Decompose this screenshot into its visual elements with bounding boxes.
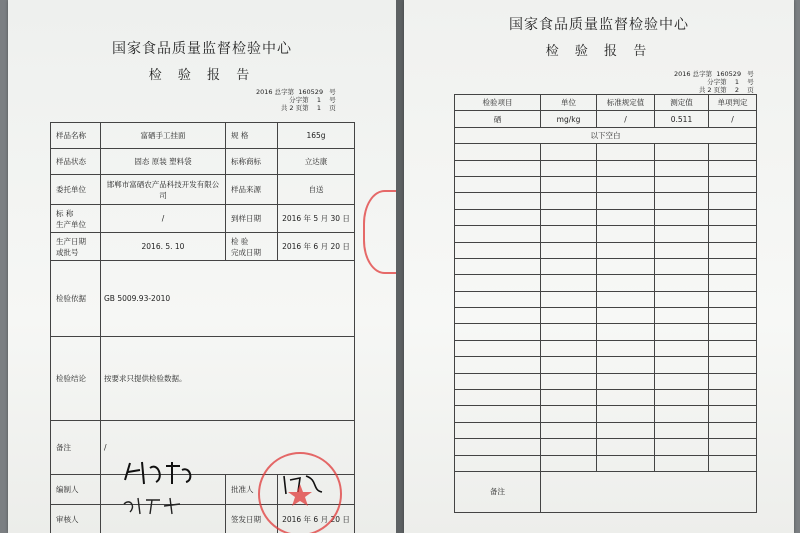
empty-cell [455, 176, 541, 192]
empty-row [455, 406, 757, 422]
standard-cell: / [597, 111, 655, 127]
empty-cell [541, 160, 597, 176]
empty-cell [655, 209, 709, 225]
empty-cell [709, 193, 757, 209]
empty-cell [709, 406, 757, 422]
basis-value: GB 5009.93-2010 [101, 261, 355, 337]
official-seal [258, 452, 342, 533]
item-cell: 硒 [455, 111, 541, 127]
center-title: 国家食品质量监督检验中心 [509, 17, 689, 33]
empty-cell [455, 373, 541, 389]
blank-note: 以下空白 [455, 127, 757, 143]
empty-cell [455, 340, 541, 356]
empty-cell [597, 373, 655, 389]
empty-cell [655, 193, 709, 209]
empty-cell [541, 258, 597, 274]
empty-cell [597, 160, 655, 176]
empty-row [455, 160, 757, 176]
empty-row [455, 439, 757, 455]
report-page-1 [8, 0, 396, 533]
report-number: 2016 总字第 160529 号 分字第 1 号 共 2 页第 2 页 [674, 70, 754, 94]
empty-cell [597, 226, 655, 242]
inspection-stamp [363, 190, 396, 274]
conclusion-value: 按要求只提供检验数据。 [101, 337, 355, 421]
source-value: 自送 [278, 175, 355, 205]
empty-cell [597, 209, 655, 225]
empty-cell [655, 275, 709, 291]
empty-cell [655, 390, 709, 406]
prod-date-value: 2016. 5. 10 [101, 233, 226, 261]
arrival-label: 到样日期 [226, 205, 278, 233]
empty-cell [655, 373, 709, 389]
empty-cell [455, 390, 541, 406]
source-label: 样品来源 [226, 175, 278, 205]
sample-name-label: 样品名称 [51, 123, 101, 149]
col-header-item: 检验项目 [455, 95, 541, 111]
reviewer-label: 审核人 [51, 505, 101, 533]
empty-cell [597, 308, 655, 324]
empty-cell [709, 340, 757, 356]
empty-cell [709, 242, 757, 258]
empty-cell [655, 144, 709, 160]
empty-cell [655, 308, 709, 324]
empty-cell [709, 422, 757, 438]
empty-cell [541, 324, 597, 340]
editor-label: 编制人 [51, 475, 101, 505]
empty-cell [709, 373, 757, 389]
arrival-value: 2016 年 5 月 30 日 [278, 205, 355, 233]
remark-label: 备注 [51, 421, 101, 475]
empty-cell [597, 258, 655, 274]
empty-cell [709, 455, 757, 471]
empty-cell [709, 226, 757, 242]
page-gap [396, 0, 404, 533]
empty-cell [597, 176, 655, 192]
empty-cell [597, 422, 655, 438]
empty-row [455, 373, 757, 389]
empty-row [455, 455, 757, 471]
empty-cell [455, 439, 541, 455]
empty-cell [709, 209, 757, 225]
client-value: 邯郸市富硒农产品科技开发有限公司 [101, 175, 226, 205]
empty-cell [541, 226, 597, 242]
empty-cell [655, 357, 709, 373]
center-title: 国家食品质量监督检验中心 [112, 41, 292, 57]
empty-cell [541, 373, 597, 389]
empty-row [455, 390, 757, 406]
empty-cell [455, 291, 541, 307]
empty-cell [709, 291, 757, 307]
report-subtitle: 检 验 报 告 [148, 68, 256, 83]
empty-cell [541, 439, 597, 455]
empty-row [455, 291, 757, 307]
empty-cell [541, 340, 597, 356]
measured-cell: 0.511 [655, 111, 709, 127]
state-label: 样品状态 [51, 149, 101, 175]
empty-cell [597, 455, 655, 471]
empty-cell [655, 291, 709, 307]
empty-cell [597, 275, 655, 291]
empty-cell [597, 324, 655, 340]
empty-row [455, 258, 757, 274]
remark-value: / [101, 421, 355, 475]
report-number: 2016 总字第 160529 号 分字第 1 号 共 2 页第 1 页 [256, 88, 336, 112]
empty-cell [541, 275, 597, 291]
col-header-measured: 测定值 [655, 95, 709, 111]
complete-label: 检 验 完成日期 [226, 233, 278, 261]
col-header-unit: 单位 [541, 95, 597, 111]
empty-cell [455, 242, 541, 258]
empty-cell [455, 209, 541, 225]
spec-label: 规 格 [226, 123, 278, 149]
empty-cell [541, 390, 597, 406]
empty-row [455, 324, 757, 340]
empty-cell [655, 258, 709, 274]
empty-cell [709, 258, 757, 274]
empty-cell [655, 406, 709, 422]
empty-cell [541, 422, 597, 438]
empty-row [455, 422, 757, 438]
producer-value: / [101, 205, 226, 233]
empty-cell [541, 308, 597, 324]
unit-cell: mg/kg [541, 111, 597, 127]
empty-cell [455, 324, 541, 340]
empty-row [455, 193, 757, 209]
empty-cell [655, 422, 709, 438]
brand-value: 立达康 [278, 149, 355, 175]
empty-row [455, 144, 757, 160]
report-page-2 [404, 0, 794, 533]
empty-cell [655, 439, 709, 455]
brand-label: 标称商标 [226, 149, 278, 175]
empty-row [455, 357, 757, 373]
empty-cell [655, 160, 709, 176]
editor-signature [120, 458, 200, 488]
approver-label: 批准人 [226, 475, 278, 505]
empty-cell [597, 439, 655, 455]
remark-value [541, 471, 757, 512]
empty-cell [709, 439, 757, 455]
empty-cell [455, 308, 541, 324]
empty-cell [709, 144, 757, 160]
prod-date-label: 生产日期 或批号 [51, 233, 101, 261]
verdict-cell: / [709, 111, 757, 127]
empty-cell [541, 209, 597, 225]
empty-row [455, 242, 757, 258]
empty-cell [455, 357, 541, 373]
col-header-verdict: 单项判定 [709, 95, 757, 111]
empty-cell [597, 193, 655, 209]
empty-cell [597, 390, 655, 406]
empty-row [455, 308, 757, 324]
empty-cell [655, 324, 709, 340]
table-row [455, 111, 757, 127]
empty-cell [709, 324, 757, 340]
blank-rows [455, 144, 757, 472]
empty-cell [597, 406, 655, 422]
basis-label: 检验依据 [51, 261, 101, 337]
producer-label: 标 称 生产单位 [51, 205, 101, 233]
empty-cell [597, 242, 655, 258]
empty-cell [655, 242, 709, 258]
empty-row [455, 275, 757, 291]
empty-cell [541, 455, 597, 471]
reviewer-signature [120, 492, 190, 518]
spec-value: 165g [278, 123, 355, 149]
empty-cell [455, 144, 541, 160]
issue-date-label: 签发日期 [226, 505, 278, 533]
empty-cell [541, 357, 597, 373]
empty-cell [655, 176, 709, 192]
report-subtitle: 检 验 报 告 [545, 44, 653, 59]
sample-name: 富硒手工挂面 [101, 123, 226, 149]
client-label: 委托单位 [51, 175, 101, 205]
empty-row [455, 176, 757, 192]
empty-cell [455, 160, 541, 176]
remark-label: 备注 [455, 471, 541, 512]
empty-cell [455, 455, 541, 471]
empty-cell [709, 357, 757, 373]
empty-cell [655, 226, 709, 242]
empty-cell [541, 291, 597, 307]
empty-cell [597, 357, 655, 373]
empty-cell [655, 340, 709, 356]
empty-cell [709, 390, 757, 406]
empty-cell [597, 144, 655, 160]
col-header-standard: 标准规定值 [597, 95, 655, 111]
empty-cell [655, 455, 709, 471]
empty-cell [455, 193, 541, 209]
empty-cell [597, 340, 655, 356]
empty-cell [541, 242, 597, 258]
issue-date-value: 2016 年 6 月 20 日 [278, 505, 355, 533]
empty-row [455, 209, 757, 225]
complete-value: 2016 年 6 月 20 日 [278, 233, 355, 261]
empty-cell [597, 291, 655, 307]
empty-cell [709, 160, 757, 176]
empty-cell [709, 176, 757, 192]
empty-cell [709, 308, 757, 324]
conclusion-label: 检验结论 [51, 337, 101, 421]
empty-cell [455, 422, 541, 438]
empty-cell [455, 226, 541, 242]
empty-cell [541, 193, 597, 209]
state-value: 固态 原装 塑料袋 [101, 149, 226, 175]
empty-cell [541, 406, 597, 422]
empty-cell [541, 176, 597, 192]
empty-cell [455, 275, 541, 291]
empty-cell [455, 406, 541, 422]
empty-cell [455, 258, 541, 274]
results-table [454, 94, 757, 513]
empty-cell [541, 144, 597, 160]
empty-row [455, 226, 757, 242]
empty-row [455, 340, 757, 356]
empty-cell [709, 275, 757, 291]
